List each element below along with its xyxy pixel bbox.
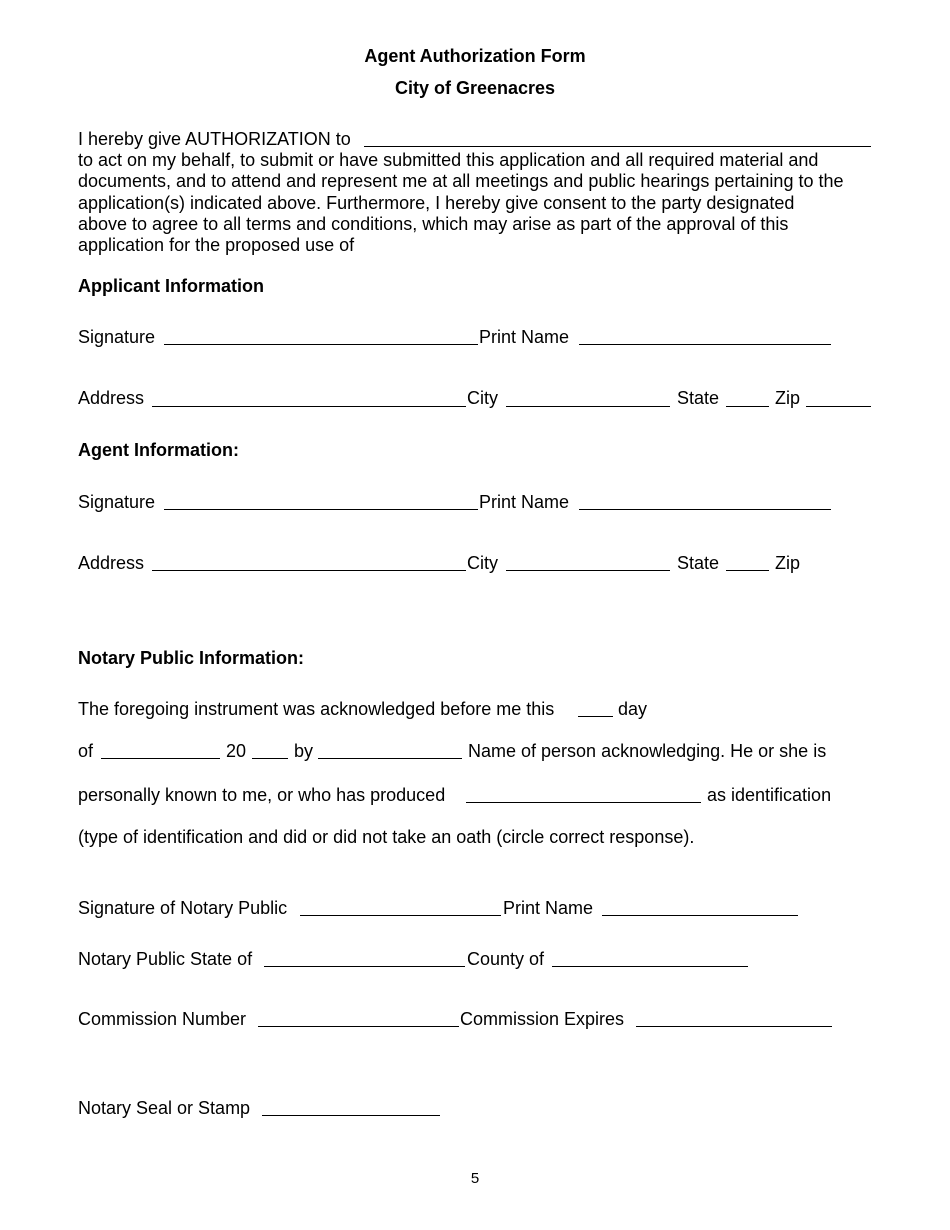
authorization-line: application(s) indicated above. Furthermore, I hereby give consent to the party designated — [78, 192, 795, 213]
notary-day-label: day — [618, 699, 648, 719]
commission-number-label: Commission Number — [78, 1009, 247, 1029]
notary-text-line2: Name of person acknowledging. He or she is — [468, 741, 827, 761]
agent-city-label: City — [467, 553, 498, 573]
agent-print-name-field[interactable] — [579, 509, 831, 510]
notary-year-prefix: 20 — [226, 741, 247, 761]
notary-state-label: Notary Public State of — [78, 949, 253, 969]
agent-print-name-label: Print Name — [479, 492, 570, 512]
notary-year-field[interactable] — [252, 758, 288, 759]
applicant-signature-field[interactable] — [164, 344, 478, 345]
notary-by-label: by — [294, 741, 314, 761]
authorization-line: to act on my behalf, to submit or have submitted this application and all required material and — [78, 150, 819, 170]
agent-address-field[interactable] — [152, 570, 466, 571]
notary-text-line1: The foregoing instrument was acknowledged before me this — [78, 699, 555, 719]
applicant-city-label: City — [467, 388, 498, 408]
agent-state-label: State — [677, 553, 720, 573]
notary-identification-field[interactable] — [466, 802, 701, 803]
notary-acknowledger-field[interactable] — [318, 758, 462, 759]
authorization-lead: I hereby give AUTHORIZATION to — [78, 129, 351, 149]
notary-county-label: County of — [467, 949, 545, 969]
authorized-party-field[interactable] — [364, 146, 871, 147]
notary-of-label: of — [78, 741, 94, 761]
notary-print-name-label: Print Name — [503, 898, 594, 918]
applicant-zip-label: Zip — [775, 388, 801, 408]
notary-state-field[interactable] — [264, 966, 465, 967]
page-number: 5 — [470, 1170, 480, 1187]
notary-seal-label: Notary Seal or Stamp — [78, 1098, 251, 1118]
notary-day-field[interactable] — [578, 716, 613, 717]
applicant-state-label: State — [677, 388, 720, 408]
notary-identification-label: as identification — [707, 785, 832, 805]
notary-county-field[interactable] — [552, 966, 748, 967]
authorization-line: documents, and to attend and represent me at all meetings and public hearings pertaining to the — [78, 171, 844, 192]
agent-zip-label: Zip — [775, 553, 801, 573]
agent-city-field[interactable] — [506, 570, 670, 571]
form-title: Agent Authorization Form — [364, 46, 586, 66]
notary-text-line4: (type of identification and did or did not take an oath (circle correct response). — [78, 827, 695, 847]
commission-expires-label: Commission Expires — [460, 1009, 625, 1029]
applicant-city-field[interactable] — [506, 406, 670, 407]
applicant-address-label: Address — [78, 388, 145, 408]
agent-signature-label: Signature — [78, 492, 156, 512]
agent-state-field[interactable] — [726, 570, 769, 571]
applicant-signature-label: Signature — [78, 327, 156, 347]
applicant-print-name-label: Print Name — [479, 327, 570, 347]
commission-expires-field[interactable] — [636, 1026, 832, 1027]
form-subtitle: City of Greenacres — [394, 78, 556, 98]
notary-seal-field[interactable] — [262, 1115, 440, 1116]
notary-signature-field[interactable] — [300, 915, 501, 916]
commission-number-field[interactable] — [258, 1026, 459, 1027]
notary-signature-label: Signature of Notary Public — [78, 898, 288, 918]
applicant-heading: Applicant Information — [78, 276, 264, 296]
authorization-line: above to agree to all terms and conditions, which may arise as part of the approval of this — [78, 213, 789, 234]
applicant-print-name-field[interactable] — [579, 344, 831, 345]
applicant-address-field[interactable] — [152, 406, 466, 407]
notary-heading: Notary Public Information: — [78, 648, 305, 668]
applicant-zip-field[interactable] — [806, 406, 871, 407]
agent-signature-field[interactable] — [164, 509, 478, 510]
agent-address-label: Address — [78, 553, 145, 573]
notary-print-name-field[interactable] — [602, 915, 798, 916]
agent-heading: Agent Information: — [78, 440, 239, 460]
authorization-line: application for the proposed use of — [78, 235, 355, 256]
notary-month-field[interactable] — [101, 758, 220, 759]
authorization-paragraph — [78, 150, 878, 256]
applicant-state-field[interactable] — [726, 406, 769, 407]
notary-text-line3: personally known to me, or who has produced — [78, 785, 446, 805]
